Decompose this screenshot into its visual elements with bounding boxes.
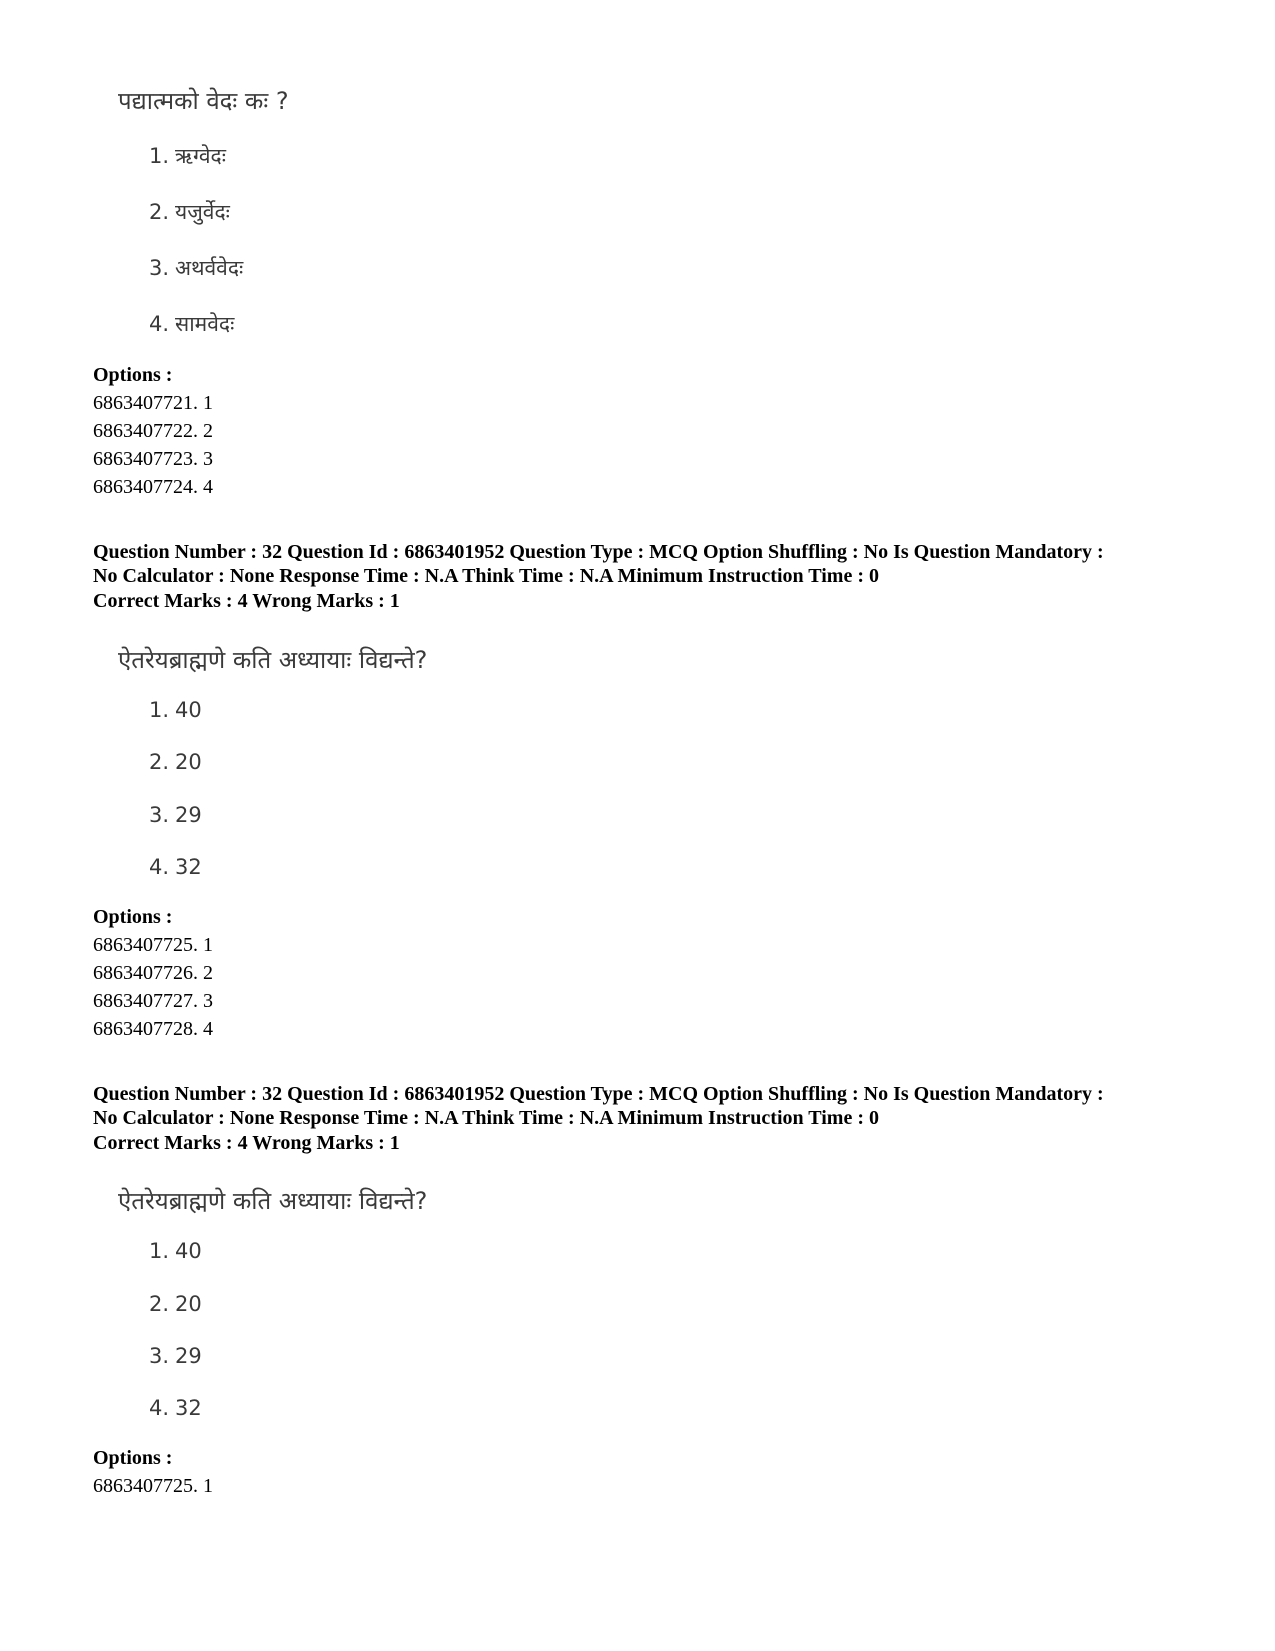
choice-item (149, 1239, 202, 1263)
option-row: 6863407725. 1 (93, 1475, 213, 1497)
options-label: Options : (93, 1447, 173, 1469)
choice-item (149, 855, 202, 879)
marks-line: Correct Marks : 4 Wrong Marks : 1 (93, 590, 400, 612)
metadata-line: No Calculator : None Response Time : N.A Think Time : N.A Minimum Instruction Time : 0 (93, 565, 879, 587)
choice-number: 1. (149, 1239, 170, 1263)
question-text: ऐतरेयब्राह्मणे कति अध्यायाः विद्यन्ते? (118, 646, 428, 674)
choice-number: 4. (149, 1396, 170, 1420)
marks-line: Correct Marks : 4 Wrong Marks : 1 (93, 1132, 400, 1154)
choice-text: अथर्ववेदः (175, 256, 244, 280)
options-label: Options : (93, 906, 173, 928)
choice-item (149, 310, 234, 338)
choice-number: 3. (149, 803, 170, 827)
question-metadata (93, 540, 1203, 588)
choice-number: 1. (149, 698, 170, 722)
choice-item (149, 1396, 202, 1420)
option-row: 6863407722. 2 (93, 420, 213, 442)
choice-number: 3. (149, 1344, 170, 1368)
choice-number: 4. (149, 855, 170, 879)
choice-text: सामवेदः (175, 312, 235, 336)
question-text: पद्यात्मको वेदः कः ? (118, 87, 289, 115)
option-row: 6863407727. 3 (93, 990, 213, 1012)
choice-item (149, 803, 202, 827)
choice-item (149, 1292, 202, 1316)
choice-item (149, 1344, 202, 1368)
question-text: ऐतरेयब्राह्मणे कति अध्यायाः विद्यन्ते? (118, 1187, 428, 1215)
option-row: 6863407724. 4 (93, 476, 213, 498)
option-row: 6863407728. 4 (93, 1018, 213, 1040)
choice-item (149, 198, 230, 226)
choice-number: 1. (149, 144, 170, 168)
choice-text: 32 (175, 1396, 202, 1420)
choice-number: 2. (149, 200, 170, 224)
choice-number: 2. (149, 1292, 170, 1316)
option-row: 6863407726. 2 (93, 962, 213, 984)
choice-item (149, 254, 243, 282)
choice-text: 40 (175, 698, 202, 722)
choice-text: 40 (175, 1239, 202, 1263)
choice-number: 4. (149, 312, 170, 336)
metadata-line: Question Number : 32 Question Id : 6863401952 Question Type : MCQ Option Shuffling : No Is Question Mandatory : (93, 1083, 1104, 1105)
choice-number: 2. (149, 750, 170, 774)
choice-text: ऋग्वेदः (175, 144, 226, 168)
choice-text: 20 (175, 1292, 202, 1316)
choice-item (149, 142, 226, 170)
option-row: 6863407721. 1 (93, 392, 213, 414)
choice-text: यजुर्वेदः (175, 200, 230, 224)
question-metadata (93, 1082, 1203, 1130)
choice-text: 29 (175, 803, 202, 827)
choice-text: 29 (175, 1344, 202, 1368)
choice-text: 20 (175, 750, 202, 774)
option-row: 6863407723. 3 (93, 448, 213, 470)
choice-item (149, 750, 202, 774)
option-row: 6863407725. 1 (93, 934, 213, 956)
choice-number: 3. (149, 256, 170, 280)
options-label: Options : (93, 364, 173, 386)
choice-item (149, 698, 202, 722)
metadata-line: Question Number : 32 Question Id : 6863401952 Question Type : MCQ Option Shuffling : No Is Question Mandatory : (93, 541, 1104, 563)
metadata-line: No Calculator : None Response Time : N.A Think Time : N.A Minimum Instruction Time : 0 (93, 1107, 879, 1129)
choice-text: 32 (175, 855, 202, 879)
